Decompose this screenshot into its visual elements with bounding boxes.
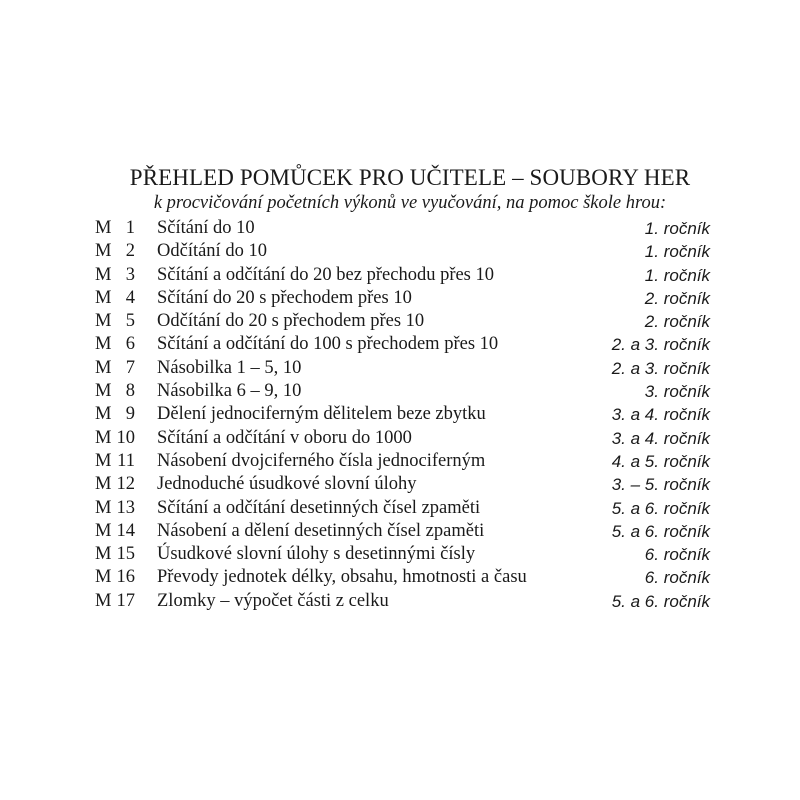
item-number: 2 — [125, 241, 135, 262]
item-prefix: M — [95, 404, 112, 425]
item-number: 11 — [117, 450, 135, 471]
item-prefix: M — [95, 264, 112, 285]
item-topic: Odčítání do 10 — [157, 241, 267, 262]
item-number: 14 — [116, 520, 135, 541]
item-number: 16 — [116, 567, 135, 588]
item-grade: 1. ročník — [644, 219, 710, 238]
list-item — [95, 543, 715, 566]
list-item — [95, 380, 715, 403]
item-prefix: M — [95, 287, 112, 308]
item-number: 4 — [125, 287, 135, 308]
item-topic: Sčítání a odčítání v oboru do 1000 — [157, 427, 412, 448]
item-topic: Sčítání do 10 — [157, 218, 255, 238]
list-item — [95, 333, 715, 356]
item-number: 5 — [125, 311, 135, 332]
item-grade: 5. a 6. ročník — [611, 521, 710, 541]
item-number: 6 — [125, 334, 135, 355]
list-item — [95, 357, 715, 380]
list-item — [95, 427, 715, 450]
item-prefix: M — [95, 427, 112, 448]
item-number: 9 — [125, 404, 135, 425]
list-item — [95, 590, 715, 613]
item-topic: Převody jednotek délky, obsahu, hmotnosti a času — [157, 567, 527, 588]
item-topic: Násobilka 6 – 9, 10 — [157, 381, 302, 402]
list-item — [95, 287, 715, 310]
item-grade: 3. a 4. ročník — [611, 428, 710, 448]
list-item — [95, 520, 715, 543]
item-number: 13 — [116, 497, 135, 518]
item-topic: Sčítání a odčítání do 100 s přechodem přes 10 — [157, 334, 499, 355]
document — [95, 163, 715, 613]
item-number: 1 — [125, 218, 135, 238]
item-topic: Dělení jednociferným dělitelem beze zbytku — [157, 404, 486, 425]
item-prefix: M — [95, 241, 112, 262]
item-grade: 6. ročník — [644, 568, 710, 588]
item-prefix: M — [95, 334, 112, 355]
list-item — [95, 240, 715, 263]
item-topic: Zlomky – výpočet části z celku — [157, 590, 389, 611]
item-grade: 3. – 5. ročník — [611, 475, 710, 495]
item-grade: 3. ročník — [644, 382, 710, 402]
item-prefix: M — [95, 567, 112, 588]
item-topic: Jednoduché úsudkové slovní úlohy — [157, 474, 417, 495]
item-prefix: M — [95, 520, 112, 541]
item-grade: 1. ročník — [644, 265, 710, 285]
item-prefix: M — [95, 590, 112, 611]
list-item — [95, 310, 715, 333]
item-number: 17 — [116, 590, 135, 611]
item-topic: Násobení dvojciferného čísla jednociferným — [157, 450, 486, 471]
list-item — [95, 473, 715, 496]
item-number: 3 — [125, 264, 135, 285]
item-topic: Sčítání a odčítání desetinných čísel zpaměti — [157, 497, 481, 518]
document-subtitle: k procvičování početních výkonů ve vyučování, na pomoc škole hrou: — [153, 193, 667, 213]
item-prefix: M — [95, 497, 112, 518]
item-prefix: M — [95, 218, 112, 238]
item-grade: 6. ročník — [644, 545, 710, 565]
item-topic: Násobení a dělení desetinných čísel zpaměti — [157, 520, 485, 541]
list-item — [95, 403, 715, 426]
list-item — [95, 264, 715, 287]
item-number: 7 — [125, 357, 135, 378]
item-prefix: M — [95, 311, 112, 332]
item-prefix: M — [95, 450, 112, 471]
item-grade: 2. a 3. ročník — [611, 358, 710, 378]
item-number: 12 — [116, 474, 135, 495]
item-prefix: M — [95, 357, 112, 378]
item-grade: 1. ročník — [644, 242, 710, 262]
list-item — [95, 497, 715, 520]
item-grade: 2. a 3. ročník — [611, 335, 710, 355]
item-topic: Odčítání do 20 s přechodem přes 10 — [157, 311, 425, 332]
list-item — [95, 450, 715, 473]
item-prefix: M — [95, 381, 112, 402]
item-number: 8 — [125, 381, 135, 402]
document-title: PŘEHLED POMŮCEK PRO UČITELE – SOUBORY HER — [129, 165, 691, 190]
item-number: 15 — [116, 544, 135, 565]
item-topic: Sčítání a odčítání do 20 bez přechodu přes 10 — [157, 264, 495, 285]
item-number: 10 — [116, 427, 135, 448]
list-item — [95, 566, 715, 589]
item-grade: 5. a 6. ročník — [611, 498, 710, 518]
item-grade: 4. a 5. ročník — [611, 451, 710, 471]
item-topic: Násobilka 1 – 5, 10 — [157, 357, 302, 378]
item-grade: 3. a 4. ročník — [611, 405, 710, 425]
item-grade: 2. ročník — [644, 312, 710, 332]
item-topic: Sčítání do 20 s přechodem přes 10 — [157, 287, 412, 308]
game-set-list — [95, 217, 715, 613]
item-prefix: M — [95, 544, 112, 565]
list-item — [95, 217, 715, 240]
item-grade: 2. ročník — [644, 288, 710, 308]
item-grade: 5. a 6. ročník — [611, 591, 710, 611]
item-prefix: M — [95, 474, 112, 495]
item-topic: Úsudkové slovní úlohy s desetinnými čísly — [157, 544, 476, 565]
